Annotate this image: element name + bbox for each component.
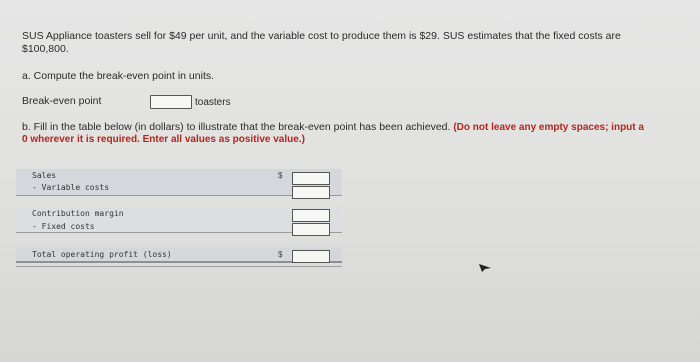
break-even-label: Break-even point [22, 95, 102, 107]
row-label-variable-costs: - Variable costs [32, 183, 110, 192]
table-bottom-rule [16, 266, 342, 267]
row-label-total-operating-profit: Total operating profit (loss) [32, 250, 172, 259]
currency-sign-sales: $ [278, 171, 283, 180]
problem-line-2: $100,800. [22, 43, 69, 55]
row-label-sales: Sales [32, 171, 57, 180]
part-a-prompt: a. Compute the break-even point in units. [22, 70, 215, 82]
part-b-text: b. Fill in the table below (in dollars) to illustrate that the break-even point has been achieved. [22, 121, 451, 133]
currency-sign-total: $ [278, 250, 283, 259]
problem-statement [22, 30, 621, 56]
part-b-note-continued: 0 wherever it is required. Enter all values as positive value.) [22, 134, 305, 145]
row-label-contribution-margin: Contribution margin [32, 209, 124, 218]
sales-input[interactable] [292, 172, 330, 185]
row-label-fixed-costs: - Fixed costs [32, 222, 95, 231]
total-operating-profit-input[interactable] [292, 250, 330, 263]
income-statement-table [16, 162, 342, 290]
mouse-pointer-icon [478, 263, 492, 273]
break-even-unit: toasters [195, 97, 231, 108]
variable-costs-input[interactable] [292, 186, 330, 199]
contribution-margin-input[interactable] [292, 209, 330, 222]
fixed-costs-input[interactable] [292, 223, 330, 236]
break-even-input[interactable] [150, 95, 192, 109]
part-b-note: (Do not leave any empty spaces; input a [453, 122, 644, 133]
problem-line-1: SUS Appliance toasters sell for $49 per unit, and the variable cost to produce them is $29. SUS estimates that the fixed costs are [22, 30, 621, 42]
